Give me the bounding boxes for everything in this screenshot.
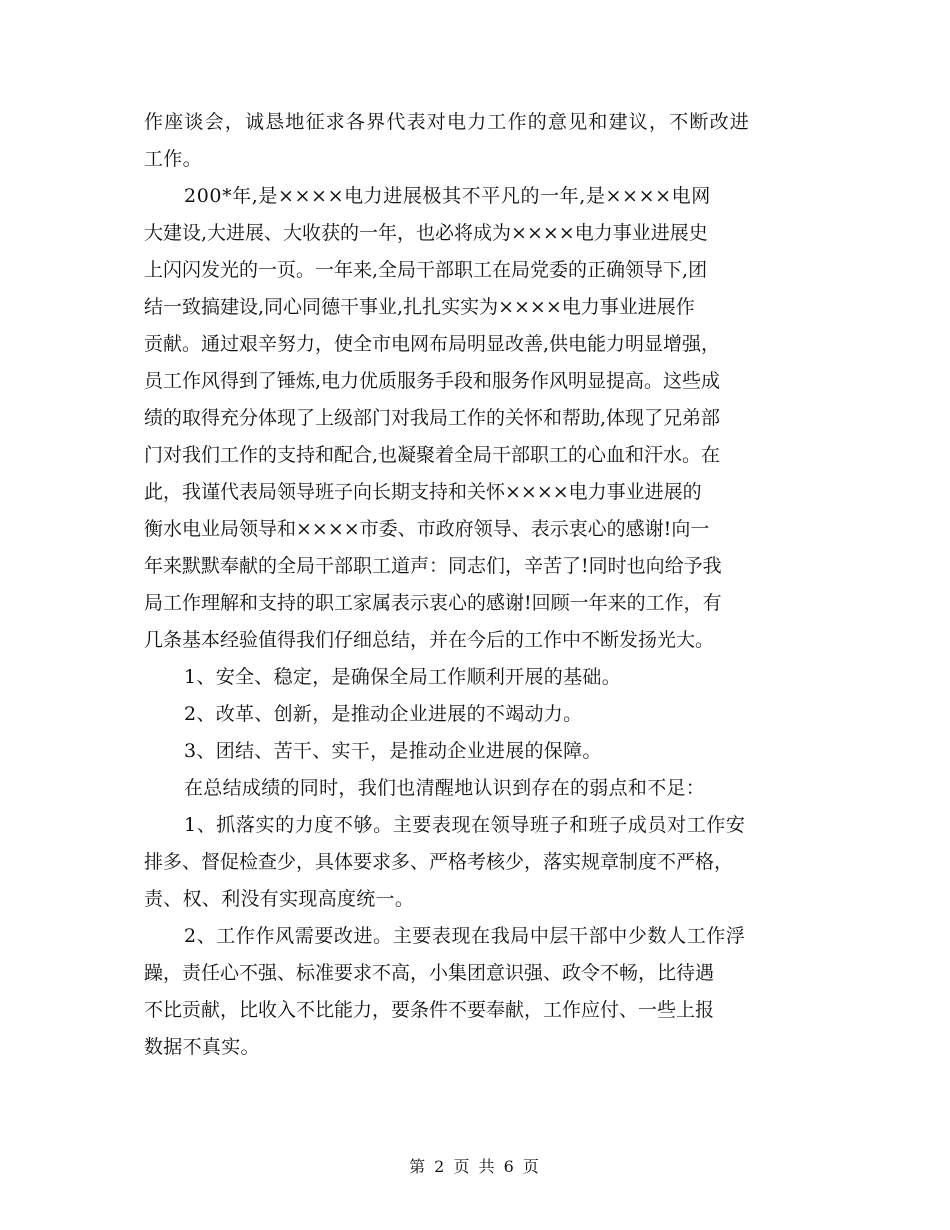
paragraph-line: 工作。 <box>144 148 202 170</box>
list-item: 2、改革、创新，是推动企业进展的不竭动力。 <box>184 703 583 725</box>
paragraph-line: 绩的取得充分体现了上级部门对我局工作的关怀和帮助,体现了兄弟部 <box>144 407 721 429</box>
list-item: 3、团结、苦干、实干，是推动企业进展的保障。 <box>184 740 602 762</box>
paragraph-line: 年来默默奉献的全局干部职工道声：同志们，辛苦了!同时也向给予我 <box>144 555 722 577</box>
paragraph-line: 作座谈会，诚恳地征求各界代表对电力工作的意见和建议，不断改进 <box>144 111 751 133</box>
paragraph-line: 大建设,大进展、大收获的一年，也必将成为××××电力事业进展史 <box>144 222 708 244</box>
paragraph-line: 员工作风得到了锤炼,电力优质服务手段和服务作风明显提高。这些成 <box>144 370 721 392</box>
document-body <box>144 104 806 1066</box>
list-item: 1、抓落实的力度不够。主要表现在领导班子和班子成员对工作安 <box>184 814 746 836</box>
paragraph-line: 不比贡献，比收入不比能力，要条件不要奉献，工作应付、一些上报 <box>144 999 715 1021</box>
paragraph-line: 几条基本经验值得我们仔细总结，并在今后的工作中不断发扬光大。 <box>144 629 715 651</box>
paragraph-line: 责、权、利没有实现高度统一。 <box>144 888 415 910</box>
list-item: 2、工作作风需要改进。主要表现在我局中层干部中少数人工作浮 <box>184 925 746 947</box>
paragraph-line: 局工作理解和支持的职工家属表示衷心的感谢!回顾一年来的工作，有 <box>144 592 722 614</box>
paragraph-line: 排多、督促检查少，具体要求多、严格考核少，落实规章制度不严格， <box>144 851 734 873</box>
list-item: 1、安全、稳定，是确保全局工作顺利开展的基础。 <box>184 666 621 688</box>
paragraph-line: 此，我谨代表局领导班子向长期支持和关怀××××电力事业进展的 <box>144 481 702 503</box>
paragraph-line: 上闪闪发光的一页。一年来,全局干部职工在局党委的正确领导下,团 <box>144 259 708 281</box>
paragraph-line: 贡献。通过艰辛努力，使全市电网布局明显改善,供电能力明显增强， <box>144 333 721 355</box>
paragraph-line: 结一致搞建设,同心同德干事业,扎扎实实为××××电力事业进展作 <box>144 296 695 318</box>
paragraph-line: 门对我们工作的支持和配合,也凝聚着全局干部职工的心血和汗水。在 <box>144 444 721 466</box>
paragraph-line: 200*年,是××××电力进展极其不平凡的一年,是××××电网 <box>184 185 711 207</box>
paragraph-line: 在总结成绩的同时，我们也清醒地认识到存在的弱点和不足： <box>184 777 706 799</box>
paragraph-line: 躁，责任心不强、标准要求不高，小集团意识强、政令不畅，比待遇 <box>144 962 715 984</box>
page-number-footer: 第 2 页 共 6 页 <box>409 1157 541 1176</box>
paragraph-line: 衡水电业局领导和××××市委、市政府领导、表示衷心的感谢!向一 <box>144 518 710 540</box>
paragraph-line: 数据不真实。 <box>144 1036 260 1058</box>
